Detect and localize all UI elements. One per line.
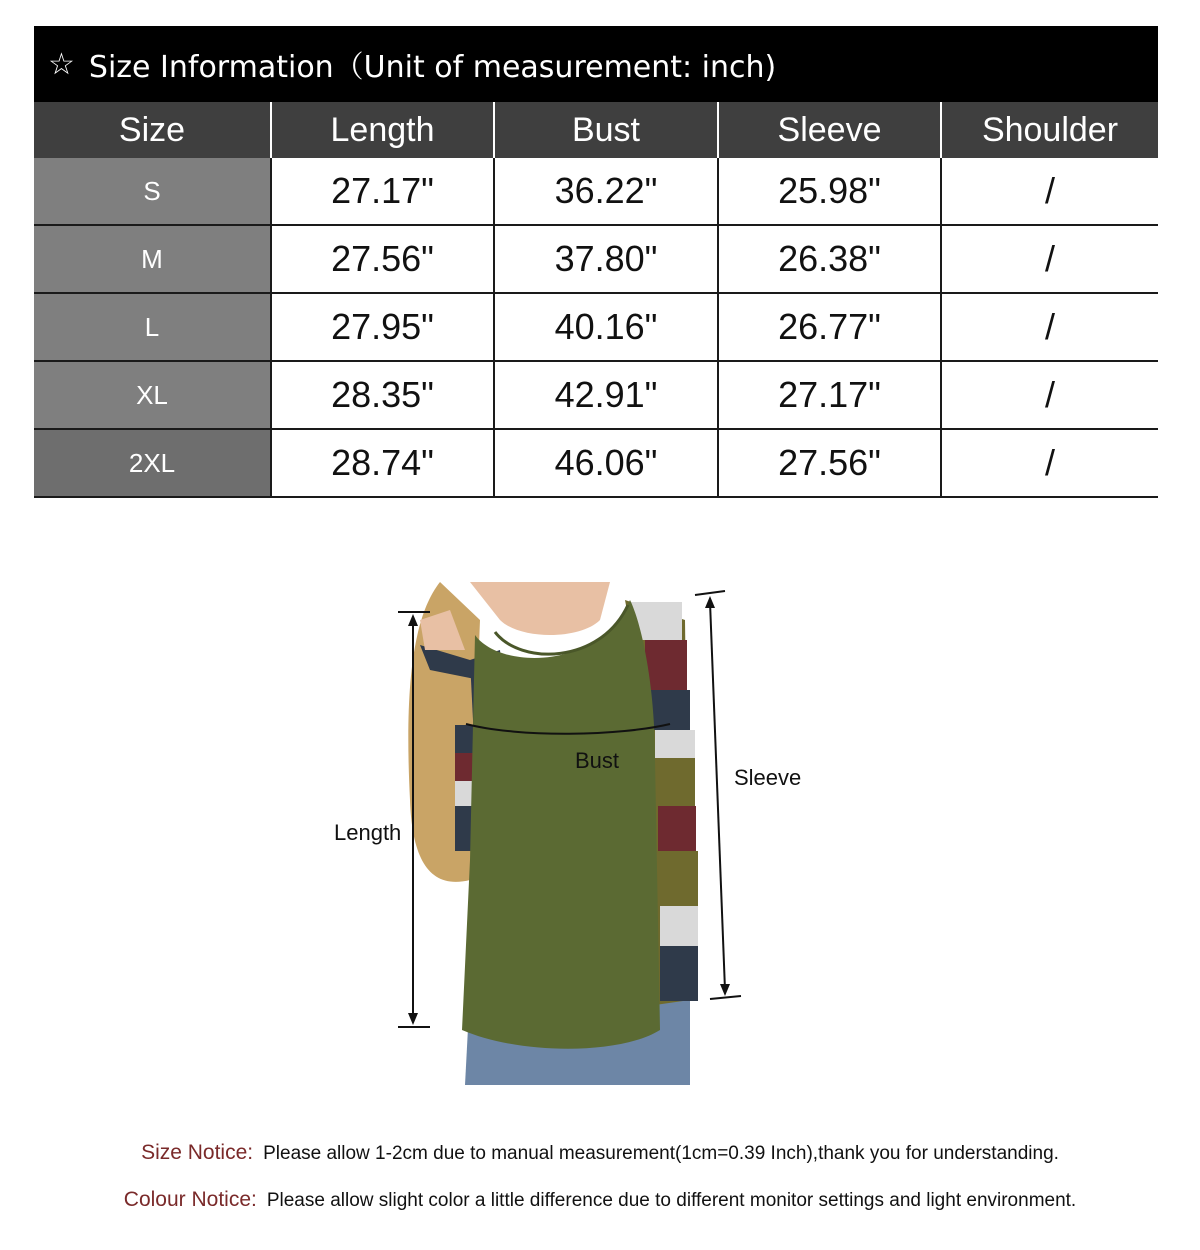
star-outline-icon: ☆ — [48, 46, 75, 82]
table-row — [34, 361, 1158, 429]
length-cell: 28.35" — [271, 361, 494, 429]
title-bar — [34, 26, 1158, 102]
colour-notice-text: Please allow slight color a little difference due to different monitor settings and light environment. — [266, 1190, 1077, 1211]
right-sleeve-stripe — [660, 906, 698, 946]
sleeve-arrow-down — [720, 984, 730, 996]
table-row — [34, 429, 1158, 497]
header-sleeve: Sleeve — [718, 102, 941, 158]
measurement-diagram — [0, 560, 1200, 1100]
size-notice-text: Please allow 1-2cm due to manual measurement(1cm=0.39 Inch),thank you for understanding. — [263, 1143, 1059, 1164]
length-label: Length — [334, 820, 402, 845]
right-sleeve-stripe — [655, 758, 695, 806]
shoulder-cell: / — [941, 158, 1158, 225]
sleeve-label: Sleeve — [734, 765, 802, 790]
length-cell: 27.56" — [271, 225, 494, 293]
sleeve-tick-bottom — [710, 996, 741, 999]
length-arrow-down — [408, 1013, 418, 1025]
length-arrow-up — [408, 614, 418, 626]
shoulder-cell: / — [941, 225, 1158, 293]
size-cell: M — [34, 225, 271, 293]
sleeve-cell: 26.38" — [718, 225, 941, 293]
right-sleeve-stripe — [645, 640, 687, 690]
size-cell: 2XL — [34, 429, 271, 497]
bust-cell: 46.06" — [494, 429, 718, 497]
shoulder-cell: / — [941, 361, 1158, 429]
length-cell: 28.74" — [271, 429, 494, 497]
shoulder-cell: / — [941, 429, 1158, 497]
colour-notice-label: Colour Notice: — [123, 1188, 257, 1211]
header-bust: Bust — [494, 102, 718, 158]
size-cell: S — [34, 158, 271, 225]
bust-cell: 37.80" — [494, 225, 718, 293]
right-sleeve-stripe — [660, 946, 698, 1001]
bust-cell: 36.22" — [494, 158, 718, 225]
shoulder-cell: / — [941, 293, 1158, 361]
table-header-row — [34, 102, 1158, 158]
sleeve-tick-top — [695, 591, 725, 595]
bust-cell: 42.91" — [494, 361, 718, 429]
bust-cell: 40.16" — [494, 293, 718, 361]
size-cell: L — [34, 293, 271, 361]
header-shoulder: Shoulder — [941, 102, 1158, 158]
right-sleeve-stripe — [655, 730, 695, 758]
header-size: Size — [34, 102, 271, 158]
length-cell: 27.95" — [271, 293, 494, 361]
size-notice — [0, 1141, 1200, 1165]
sleeve-cell: 27.17" — [718, 361, 941, 429]
sleeve-cell: 25.98" — [718, 158, 941, 225]
right-sleeve-stripe — [658, 806, 696, 851]
size-table — [34, 102, 1158, 498]
shirt-body — [462, 600, 660, 1049]
table-row — [34, 158, 1158, 225]
sleeve-cell: 26.77" — [718, 293, 941, 361]
table-row — [34, 225, 1158, 293]
colour-notice — [0, 1188, 1200, 1212]
bust-label: Bust — [575, 748, 620, 773]
sleeve-cell: 27.56" — [718, 429, 941, 497]
size-cell: XL — [34, 361, 271, 429]
title-text: Size Information（Unit of measurement: inch) — [88, 50, 777, 85]
right-sleeve-stripe — [660, 851, 698, 906]
header-length: Length — [271, 102, 494, 158]
sleeve-line — [710, 602, 725, 990]
size-notice-label: Size Notice: — [141, 1141, 254, 1164]
face-shape — [470, 582, 610, 635]
shirt-illustration — [0, 560, 1200, 1100]
length-cell: 27.17" — [271, 158, 494, 225]
table-row — [34, 293, 1158, 361]
sleeve-arrow-up — [705, 596, 715, 608]
